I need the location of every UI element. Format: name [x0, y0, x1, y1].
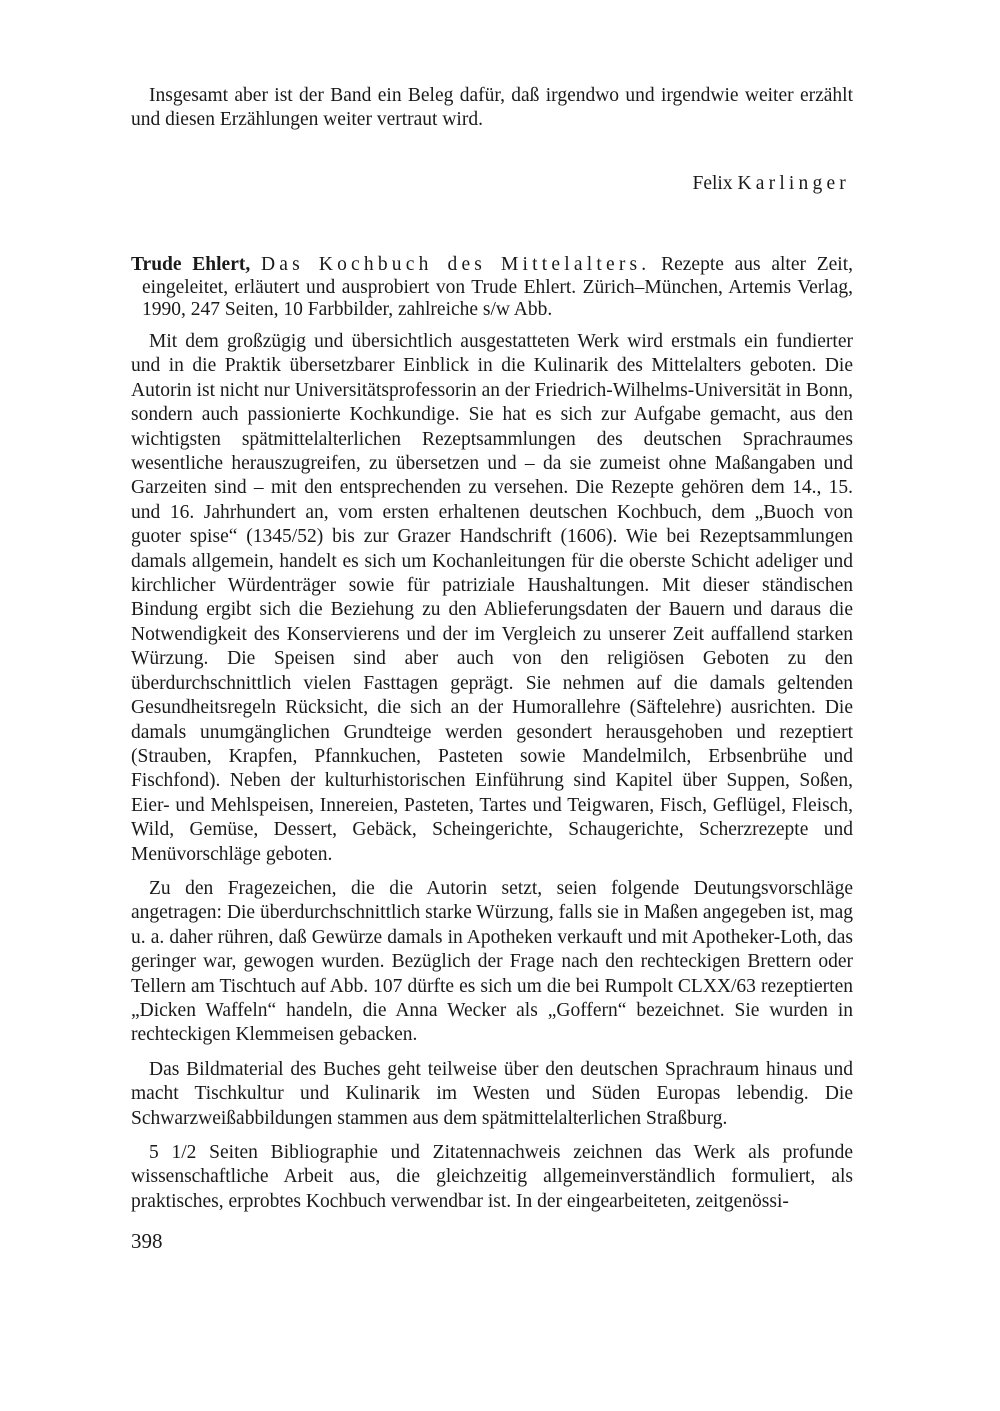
review-body: [131, 330, 853, 1214]
review-paragraph: Das Bildmaterial des Buches geht teilweise über den deutschen Sprachraum hinaus und macht Tischkultur und Kulinarik im Westen und Süden Europas lebendig. Die Schwarzweißabbildungen stammen aus dem spätmittelalterlichen Straßburg.: [131, 1058, 853, 1129]
page-number: 398: [131, 1229, 163, 1253]
review-author: Trude Ehlert,: [131, 254, 251, 275]
review-paragraph: 5 1/2 Seiten Bibliographie und Zitatennachweis zeichnen das Werk als profunde wissenschaftliche Arbeit aus, die gleichzeitig allgemeinverständlich formuliert, als praktisches, erprobtes Kochbuch verwendbar ist. In der eingearbeiteten, zeitgenössi-: [131, 1142, 853, 1212]
reviewer-signature: [693, 172, 850, 196]
review-paragraph: Zu den Fragezeichen, die die Autorin setzt, seien folgende Deutungsvorschläge angetragen: Die überdurchschnittlich starke Würzung, falls sie in Maßen angegeben ist, mag u. a. daher rühren, daß Gewürze damals in Apotheken verkauft und mit Apotheker-Loth, das geringer war, gewogen wurden. Bezüglich der Frage nach den rechteckigen Brettern oder Tellern am Tischtuch auf Abb. 107 dürfte es sich um die bei Rumpolt CLXX/63 rezeptierten „Dicken Waffeln“ handeln, die Anna Wecker als „Goffern“ bezeichnet. Sie wurden in rechteckigen Klemmeisen gebacken.: [131, 877, 853, 1046]
reviewer-last-name: Karlinger: [737, 173, 850, 194]
intro-text: [131, 84, 853, 133]
review-citation: [131, 254, 853, 322]
review-book-title: Das Kochbuch des Mittelalters.: [260, 254, 651, 275]
intro-paragraph: Insgesamt aber ist der Band ein Beleg dafür, daß irgendwo und irgendwie weiter erzählt und diesen Erzählungen weiter vertraut wird.: [131, 85, 853, 131]
review-citation-details: Rezepte aus alter Zeit, eingeleitet, erläutert und ausprobiert von Trude Ehlert. Zürich–München, Artemis Verlag, 1990, 247 Seiten, 10 Farbbilder, zahlreiche s/w Abb.: [142, 254, 853, 321]
review-paragraph: Mit dem großzügig und übersichtlich ausgestatteten Werk wird erstmals ein fundierter und in die Praktik übersetzbarer Einblick in die Kulinarik des Mittelalters geboten. Die Autorin ist nicht nur Universitätsprofessorin an der Friedrich-Wilhelms-Universität in Bonn, sondern auch passionierte Kochkundige. Sie hat es sich zur Aufgabe gemacht, aus den wichtigsten spätmittelalterlichen Rezeptsammlungen des deutschen Sprachraumes wesentliche herauszugreifen, zu übersetzen und – da sie zumeist ohne Maßangaben und Garzeiten sind – mit den entsprechenden zu versehen. Die Rezepte gehören dem 14., 15. und 16. Jahrhundert an, vom ersten erhaltenen deutschen Kochbuch, dem „Buoch von guoter spise“ (1345/52) bis zur Grazer Handschrift (1606). Wie bei Rezeptsammlungen damals allgemein, handelt es sich um Kochanleitungen für die oberste Schicht adeliger und kirchlicher Würdenträger sowie für patriziale Haushaltungen. Mit dieser ständischen Bindung ergibt sich die Beziehung zu den Ablieferungsdaten der Bauern und daraus die Notwendigkeit des Konservierens und der im Vergleich zu unserer Zeit auffallend starken Würzung. Die Speisen sind aber auch von den religiösen Geboten zu den überdurchschnittlich vielen Fasttagen geprägt. Sie nehmen auf die damals geltenden Gesundheitsregeln Rücksicht, die sich an der Humorallehre (Säftelehre) ausrichten. Die damals unumgänglichen Grundteige werden gesondert herausgehoben und rezeptiert (Strauben, Krapfen, Pfannkuchen, Pasteten sowie Mandelmilch, Erbsenbrühe und Fischfond). Neben der kulturhistorischen Einführung sind Kapitel über Suppen, Soßen, Eier- und Mehlspeisen, Innereien, Pasteten, Tartes und Teigwaren, Fisch, Geflügel, Fleisch, Wild, Gemüse, Dessert, Gebäck, Scheingerichte, Schaugerichte, Scherzrezepte und Menüvorschläge geboten.: [131, 331, 853, 865]
reviewer-first-name: Felix: [692, 173, 733, 194]
